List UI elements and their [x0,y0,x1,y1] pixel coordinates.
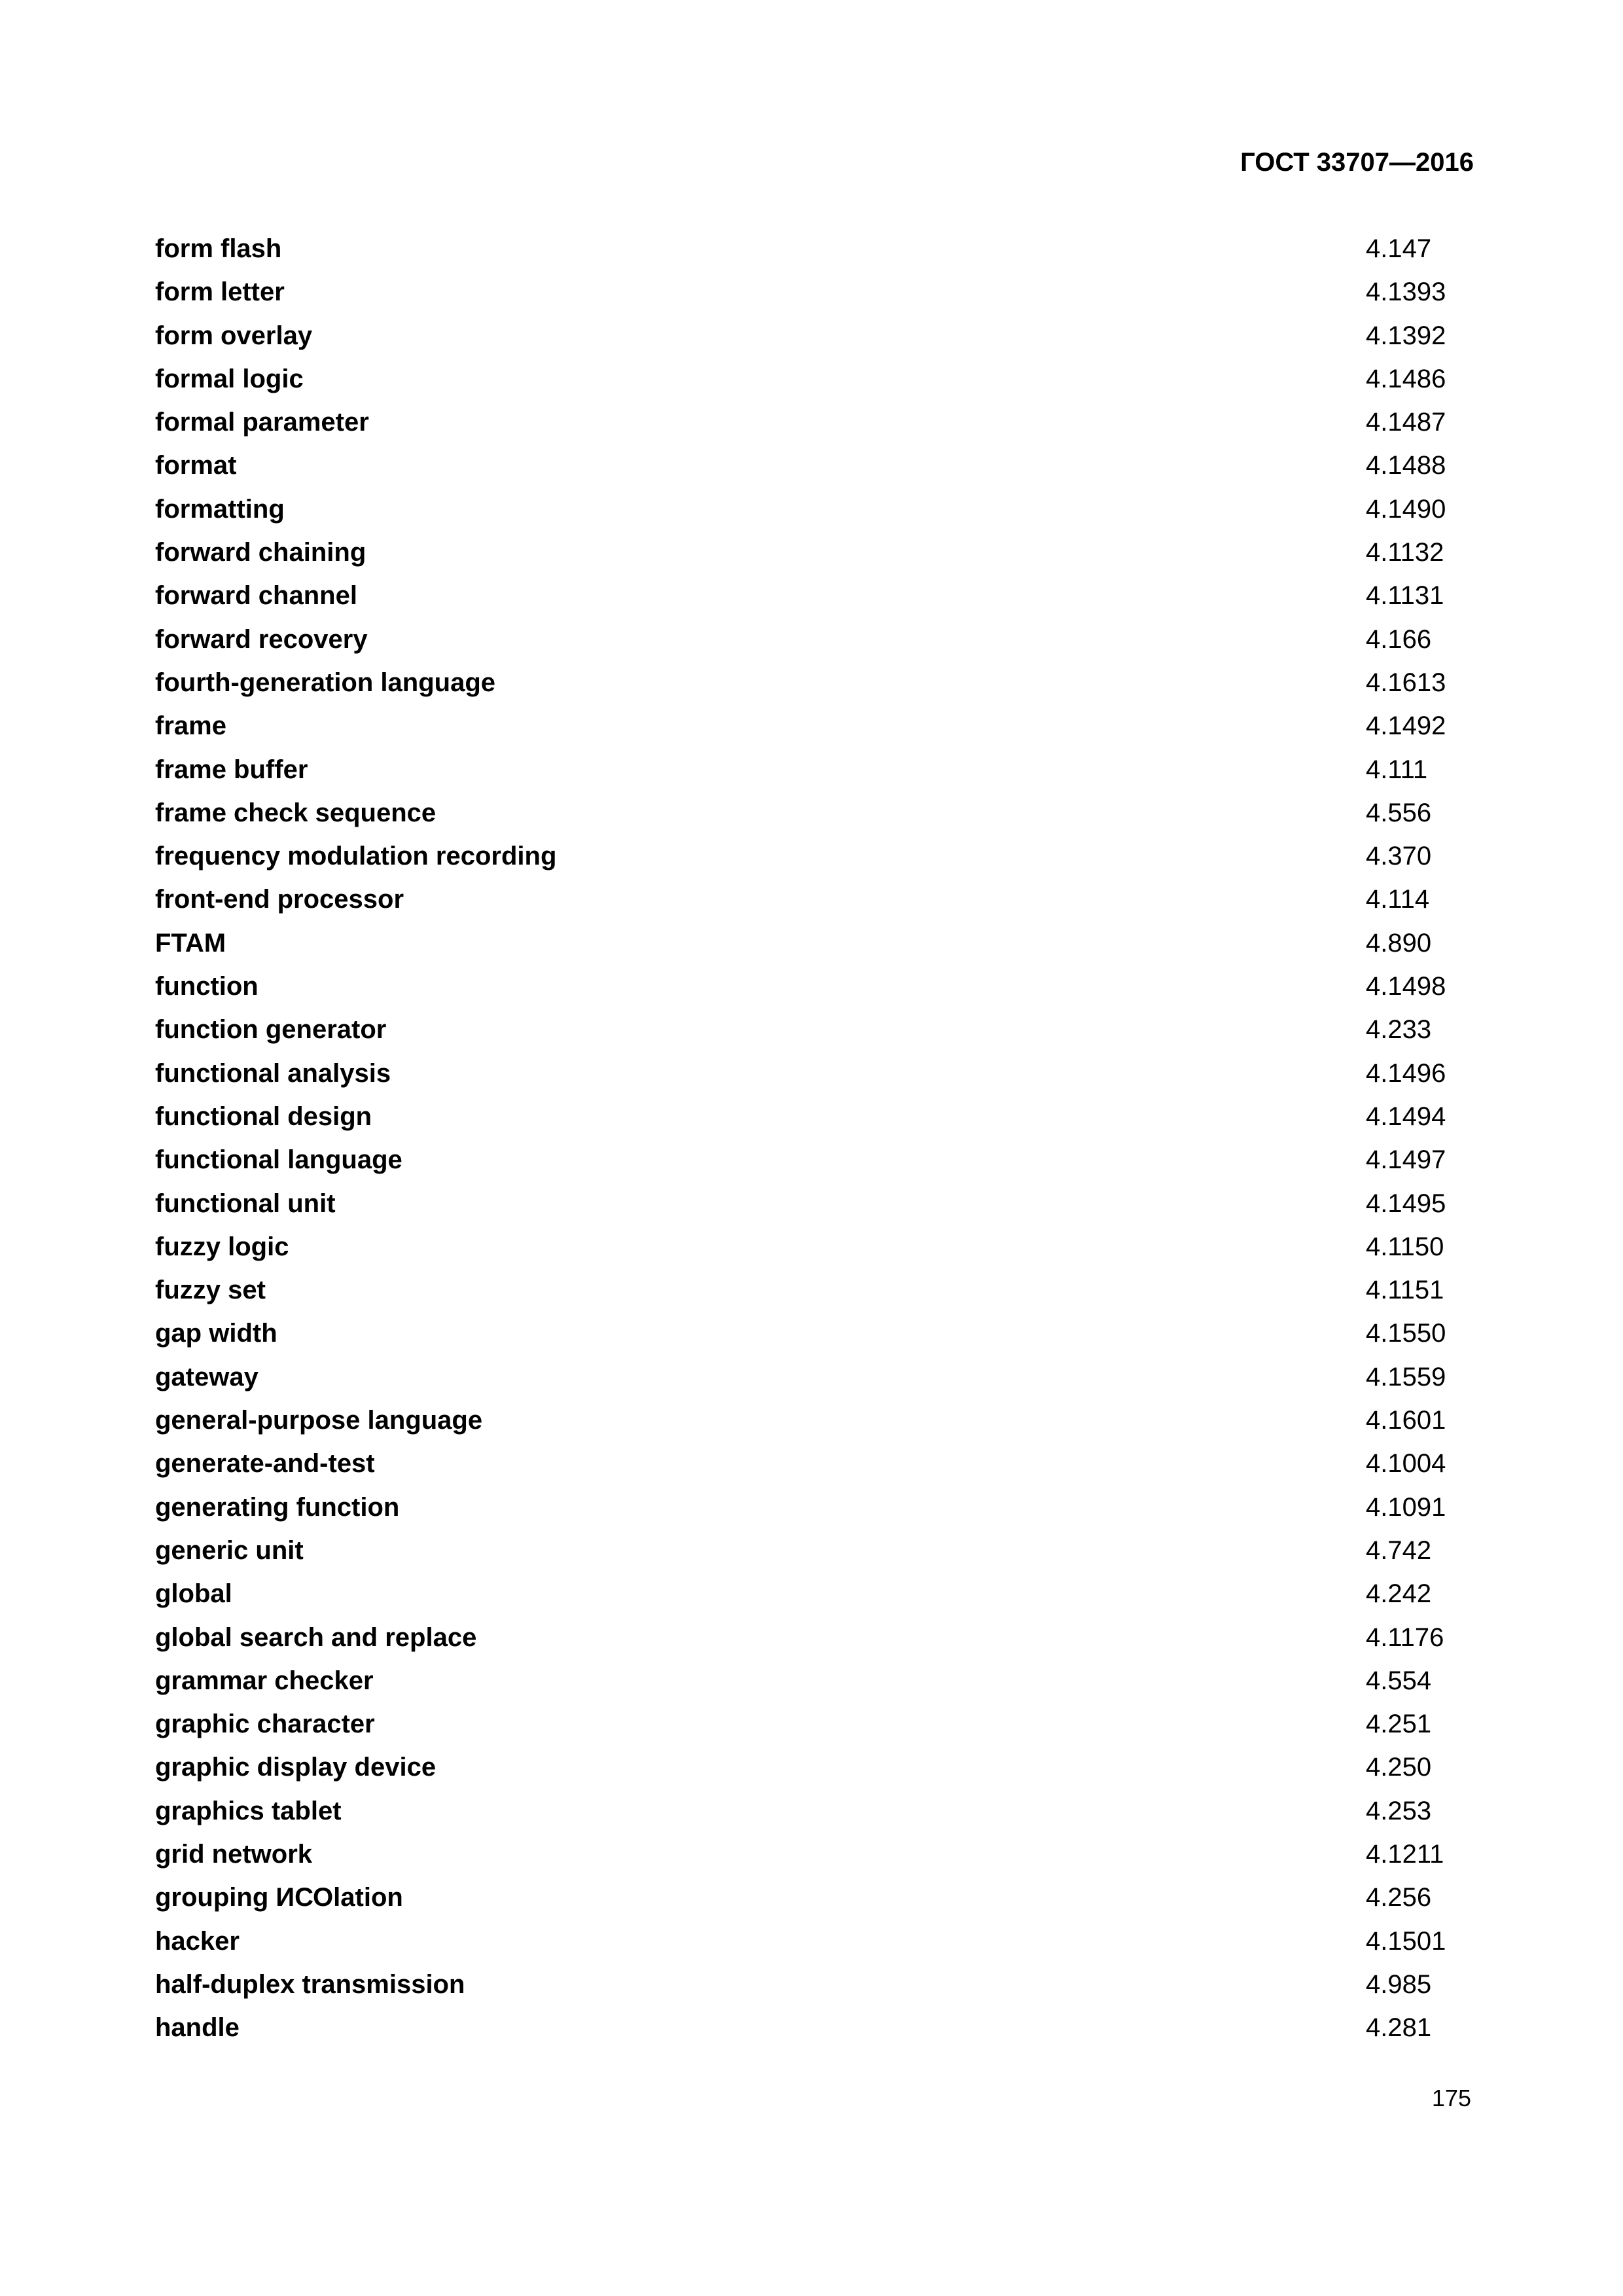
index-reference-number: 4.1559 [1366,1362,1446,1391]
index-term: fuzzy set [155,1276,266,1305]
index-reference-number: 4.281 [1366,2013,1432,2043]
index-reference-number: 4.1211 [1366,1839,1444,1869]
index-term: form letter [155,278,285,307]
term-index-list [155,234,1474,2056]
index-entry [155,798,1474,842]
index-term: forward channel [155,581,357,611]
index-reference-number: 4.1151 [1366,1276,1444,1305]
index-term: grouping ИСОlation [155,1883,403,1912]
page-number: 175 [1431,2085,1471,2111]
index-reference-number: 4.1392 [1366,321,1446,350]
index-term: grammar checker [155,1666,374,1695]
index-term: global [155,1579,232,1609]
index-reference-number: 4.251 [1366,1710,1432,1739]
index-entry [155,1753,1474,1796]
index-entry [155,278,1474,321]
index-term: FTAM [155,928,226,958]
index-entry [155,408,1474,451]
index-reference-number: 4.742 [1366,1535,1432,1565]
index-term: formatting [155,494,285,524]
index-entry [155,1666,1474,1710]
index-reference-number: 4.1131 [1366,581,1444,611]
index-term: half-duplex transmission [155,1969,465,1999]
index-reference-number: 4.370 [1366,842,1432,871]
index-term: frame check sequence [155,798,437,827]
index-entry [155,1970,1474,2013]
index-term: hacker [155,1926,240,1956]
index-entry [155,625,1474,668]
index-reference-number: 4.1494 [1366,1102,1446,1131]
index-term: format [155,451,237,480]
index-reference-number: 4.1501 [1366,1926,1446,1956]
index-reference-number: 4.985 [1366,1969,1432,1999]
index-reference-number: 4.147 [1366,234,1432,263]
index-entry [155,1059,1474,1102]
index-entry [155,1536,1474,1579]
index-term: frame [155,711,226,741]
index-reference-number: 4.1613 [1366,668,1446,697]
index-reference-number: 4.253 [1366,1796,1432,1825]
index-term: form flash [155,234,282,263]
index-entry [155,1710,1474,1753]
index-term: functional design [155,1102,372,1131]
index-reference-number: 4.1490 [1366,494,1446,524]
index-term: forward recovery [155,624,368,654]
index-entry [155,1363,1474,1406]
index-reference-number: 4.1132 [1366,538,1444,567]
index-entry [155,1623,1474,1666]
index-reference-number: 4.166 [1366,624,1432,654]
index-entry [155,1406,1474,1449]
index-term: function [155,972,259,1001]
index-term: functional analysis [155,1058,391,1088]
index-entry [155,711,1474,755]
index-term: functional language [155,1145,402,1175]
index-term: formal parameter [155,408,369,437]
index-reference-number: 4.1492 [1366,711,1446,741]
index-reference-number: 4.1091 [1366,1492,1446,1522]
index-term: generic unit [155,1535,304,1565]
index-term: generating function [155,1492,400,1522]
index-entry [155,2013,1474,2056]
index-term: graphic display device [155,1753,437,1782]
index-entry [155,1797,1474,1840]
index-term: generate-and-test [155,1449,375,1479]
index-term: fourth-generation language [155,668,495,697]
index-term: global search and replace [155,1623,477,1652]
index-entry [155,1102,1474,1145]
index-reference-number: 4.554 [1366,1666,1432,1695]
index-entry [155,1493,1474,1536]
index-entry [155,668,1474,711]
index-entry [155,842,1474,885]
index-reference-number: 4.1498 [1366,972,1446,1001]
index-term: gateway [155,1362,259,1391]
index-term: frequency modulation recording [155,842,557,871]
index-term: function generator [155,1015,387,1045]
index-reference-number: 4.233 [1366,1015,1432,1045]
index-entry [155,1449,1474,1492]
index-entry [155,1883,1474,1926]
index-term: form overlay [155,321,313,350]
index-reference-number: 4.1176 [1366,1623,1444,1652]
index-term: graphic character [155,1710,375,1739]
index-reference-number: 4.1497 [1366,1145,1446,1175]
index-reference-number: 4.242 [1366,1579,1432,1609]
index-reference-number: 4.1495 [1366,1189,1446,1218]
index-reference-number: 4.250 [1366,1753,1432,1782]
index-reference-number: 4.1393 [1366,278,1446,307]
index-entry [155,581,1474,624]
index-reference-number: 4.1601 [1366,1406,1446,1435]
index-reference-number: 4.1487 [1366,408,1446,437]
index-reference-number: 4.1004 [1366,1449,1446,1479]
index-reference-number: 4.1150 [1366,1232,1444,1261]
index-term: grid network [155,1839,313,1869]
index-entry [155,755,1474,798]
index-entry [155,972,1474,1015]
index-entry [155,451,1474,494]
index-reference-number: 4.890 [1366,928,1432,958]
index-entry [155,929,1474,972]
index-entry [155,1927,1474,1970]
index-entry [155,1276,1474,1319]
index-term: formal logic [155,364,304,393]
index-entry [155,1319,1474,1362]
index-reference-number: 4.1496 [1366,1058,1446,1088]
index-term: graphics tablet [155,1796,342,1825]
index-entry [155,495,1474,538]
index-reference-number: 4.114 [1366,885,1430,914]
index-entry [155,1232,1474,1276]
index-entry [155,1840,1474,1883]
index-entry [155,1189,1474,1232]
index-entry [155,538,1474,581]
index-term: frame buffer [155,755,308,784]
index-term: fuzzy logic [155,1232,289,1261]
document-code-header: ГОСТ 33707—2016 [1240,148,1474,177]
index-reference-number: 4.1550 [1366,1319,1446,1348]
index-term: handle [155,2013,240,2043]
index-term: gap width [155,1319,277,1348]
index-term: front-end processor [155,885,404,914]
index-entry [155,1015,1474,1058]
index-term: general-purpose language [155,1406,483,1435]
index-entry [155,1145,1474,1189]
index-entry [155,1579,1474,1623]
index-entry [155,885,1474,928]
index-reference-number: 4.256 [1366,1883,1432,1912]
index-reference-number: 4.1486 [1366,364,1446,393]
index-reference-number: 4.556 [1366,798,1432,827]
index-term: functional unit [155,1189,336,1218]
index-entry [155,321,1474,365]
index-reference-number: 4.1488 [1366,451,1446,480]
index-term: forward chaining [155,538,366,567]
index-reference-number: 4.111 [1366,755,1428,784]
index-entry [155,365,1474,408]
index-entry [155,234,1474,278]
